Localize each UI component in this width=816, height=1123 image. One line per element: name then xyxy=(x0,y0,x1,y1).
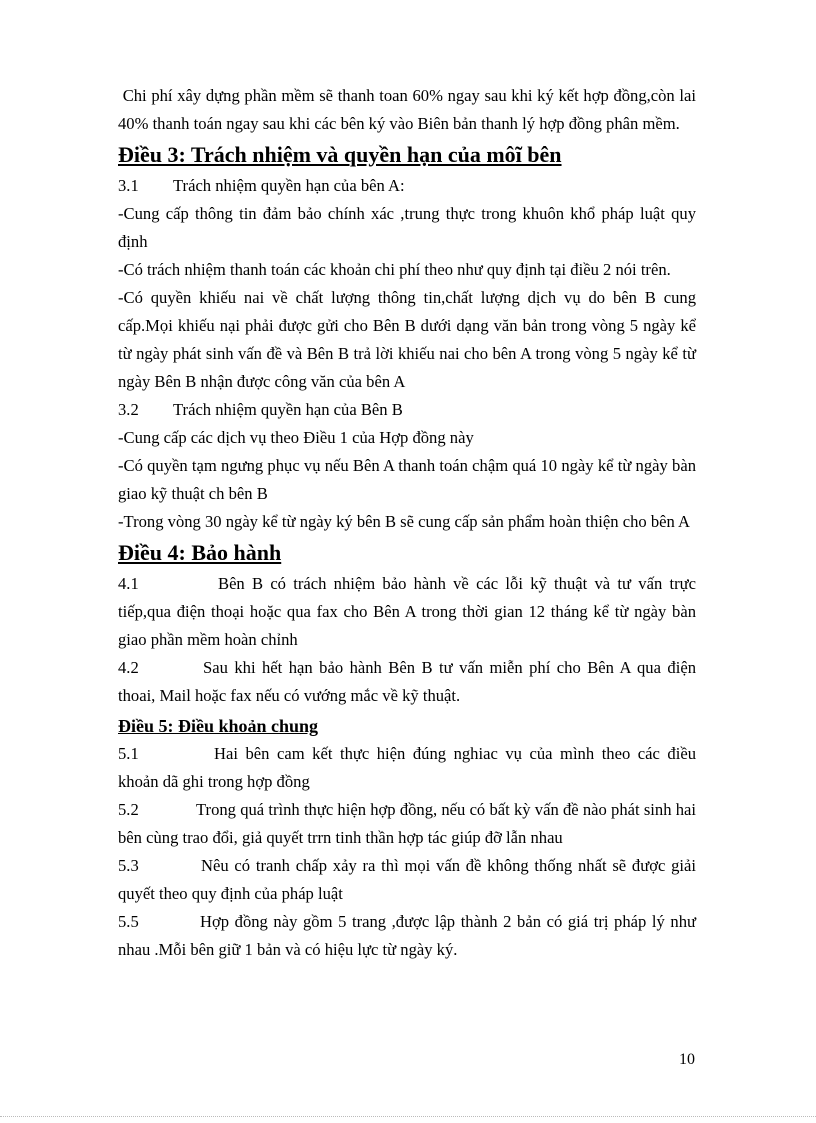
intro-text: Chi phí xây dựng phần mềm sẽ thanh toan 60% ngay sau khi ký kết hợp đồng,còn lai 40% thanh toán ngay sau khi các bên ký vào Biên bản thanh lý hợp đồng phân mềm. xyxy=(118,86,696,133)
document-page xyxy=(118,82,696,964)
clause-5-5 xyxy=(118,908,696,964)
section-number: 3.2 xyxy=(118,400,139,419)
party-b-item-1: -Cung cấp các dịch vụ theo Điều 1 của Hợp đồng này xyxy=(118,428,474,447)
article-3-heading: Điều 3: Trách nhiệm và quyền hạn của môĩ bên xyxy=(118,142,562,167)
page-bottom-divider xyxy=(0,1116,816,1117)
section-title: Trách nhiệm quyền hạn của Bên B xyxy=(173,400,403,419)
clause-text: Hai bên cam kết thực hiện đúng nghiac vụ của mình theo các điều khoản dã ghi trong hợp đồng xyxy=(118,744,696,791)
clause-number: 4.1 xyxy=(118,574,139,593)
clause-text: Nêu có tranh chấp xảy ra thì mọi vấn đề không thống nhất sẽ được giải quyết theo quy định của pháp luật xyxy=(118,856,696,903)
party-b-item-2: -Có quyền tạm ngưng phục vụ nếu Bên A thanh toán chậm quá 10 ngày kể từ ngày bàn giao kỹ thuật ch bên B xyxy=(118,456,696,503)
party-a-item-2: -Có trách nhiệm thanh toán các khoản chi phí theo như quy định tại điều 2 nói trên. xyxy=(118,260,671,279)
party-a-item-3: -Có quyền khiếu nai về chất lượng thông tin,chất lượng dịch vụ do bên B cung cấp.Mọi khiếu nại phải được gửi cho Bên B dưới dạng văn bản trong vòng 5 ngày kể từ ngày phát sinh vấn đề và Bên B trả lời khiếu nai cho bên A trong vòng 5 ngày kể từ ngày Bên B nhận được công văn của bên A xyxy=(118,288,696,391)
intro-paragraph xyxy=(118,82,696,138)
clause-4-2 xyxy=(118,654,696,710)
clause-4-1 xyxy=(118,570,696,654)
section-3-1 xyxy=(118,172,696,200)
party-a-item-1: -Cung cấp thông tin đảm bảo chính xác ,trung thực trong khuôn khổ pháp luật quy định xyxy=(118,204,696,251)
article-5-heading: Điều 5: Điều khoản chung xyxy=(118,716,319,736)
section-number: 3.1 xyxy=(118,176,139,195)
clause-number: 5.2 xyxy=(118,800,139,819)
section-3-2 xyxy=(118,396,696,424)
clause-5-3 xyxy=(118,852,696,908)
clause-text: Hợp đồng này gồm 5 trang ,được lập thành 2 bản có giá trị pháp lý như nhau .Mỗi bên giữ 1 bản và có hiệu lực từ ngày ký. xyxy=(118,912,696,959)
clause-number: 5.3 xyxy=(118,856,139,875)
clause-5-2 xyxy=(118,796,696,852)
clause-text: Bên B có trách nhiệm bảo hành về các lỗi kỹ thuật và tư vấn trực tiếp,qua điện thoại hoặc qua fax cho Bên A trong thời gian 12 tháng kể từ ngày bàn giao phần mềm hoàn chỉnh xyxy=(118,574,696,649)
clause-text: Sau khi hết hạn bảo hành Bên B tư vấn miễn phí cho Bên A qua điện thoai, Mail hoặc fax nếu có vướng mắc về kỹ thuật. xyxy=(118,658,696,705)
page-number: 10 xyxy=(679,1051,695,1068)
clause-text: Trong quá trình thực hiện hợp đồng, nếu có bất kỳ vấn đề nào phát sinh hai bên cùng trao đổi, giả quyết trrn tinh thần hợp tác giúp đỡ lẫn nhau xyxy=(118,800,696,847)
clause-number: 5.1 xyxy=(118,744,139,763)
clause-number: 4.2 xyxy=(118,658,139,677)
party-b-item-3: -Trong vòng 30 ngày kể từ ngày ký bên B sẽ cung cấp sản phẩm hoàn thiện cho bên A xyxy=(118,512,691,531)
clause-5-1 xyxy=(118,740,696,796)
clause-number: 5.5 xyxy=(118,912,139,931)
section-title: Trách nhiệm quyền hạn của bên A: xyxy=(173,176,405,195)
article-4-heading: Điều 4: Bảo hành xyxy=(118,540,282,565)
